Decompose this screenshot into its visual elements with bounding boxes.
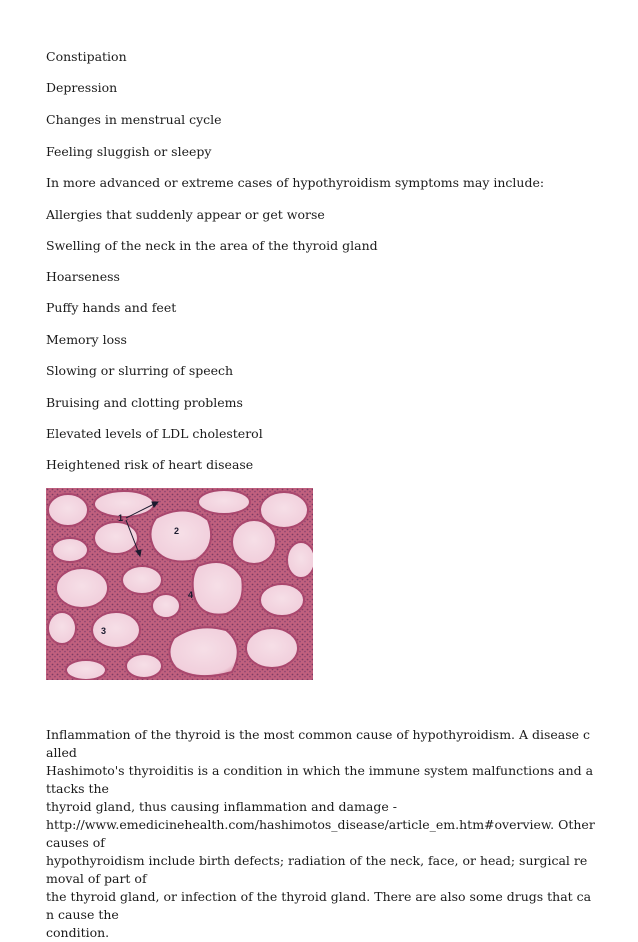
symptom-depression: Depression <box>46 80 118 95</box>
cause-paragraph-line: condition. <box>46 925 110 940</box>
symptom-heart-disease: Heightened risk of heart disease <box>46 457 254 472</box>
source-link[interactable]: http://www.emedicinehealth.com/hashimotos_disease/article_em.htm#overview. Other causes of <box>46 817 595 850</box>
symptom-puffy-hands-feet: Puffy hands and feet <box>46 300 177 315</box>
symptom-bruising: Bruising and clotting problems <box>46 395 243 410</box>
symptom-sluggish: Feeling sluggish or sleepy <box>46 144 212 159</box>
cause-paragraph-line: the thyroid gland, or infection of the thyroid gland. There are also some drugs that can cause the <box>46 889 592 922</box>
thyroid-micrograph-image <box>46 488 313 680</box>
symptom-slurred-speech: Slowing or slurring of speech <box>46 363 234 378</box>
symptom-hoarseness: Hoarseness <box>46 269 120 284</box>
symptom-memory-loss: Memory loss <box>46 332 127 347</box>
cause-paragraph-line: Inflammation of the thyroid is the most common cause of hypothyroidism. A disease called <box>46 727 591 760</box>
cause-paragraph-line: Hashimoto's thyroiditis is a condition in which the immune system malfunctions and attacks the <box>46 763 594 796</box>
symptom-constipation: Constipation <box>46 49 127 64</box>
figure-label-3: 3 <box>101 626 107 636</box>
symptom-menstrual-changes: Changes in menstrual cycle <box>46 112 222 127</box>
advanced-symptoms-intro: In more advanced or extreme cases of hypothyroidism symptoms may include: <box>46 175 545 190</box>
figure-label-1: 1 <box>118 513 124 523</box>
cause-paragraph-line: thyroid gland, thus causing inflammation and damage - <box>46 799 397 814</box>
symptom-allergies: Allergies that suddenly appear or get worse <box>46 207 325 222</box>
figure-label-2: 2 <box>174 526 180 536</box>
symptom-neck-swelling: Swelling of the neck in the area of the thyroid gland <box>46 238 378 253</box>
cause-paragraph-line: hypothyroidism include birth defects; radiation of the neck, face, or head; surgical removal of part of <box>46 853 588 886</box>
cause-paragraph <box>46 726 596 942</box>
symptom-ldl: Elevated levels of LDL cholesterol <box>46 426 263 441</box>
figure-label-4: 4 <box>188 590 194 600</box>
